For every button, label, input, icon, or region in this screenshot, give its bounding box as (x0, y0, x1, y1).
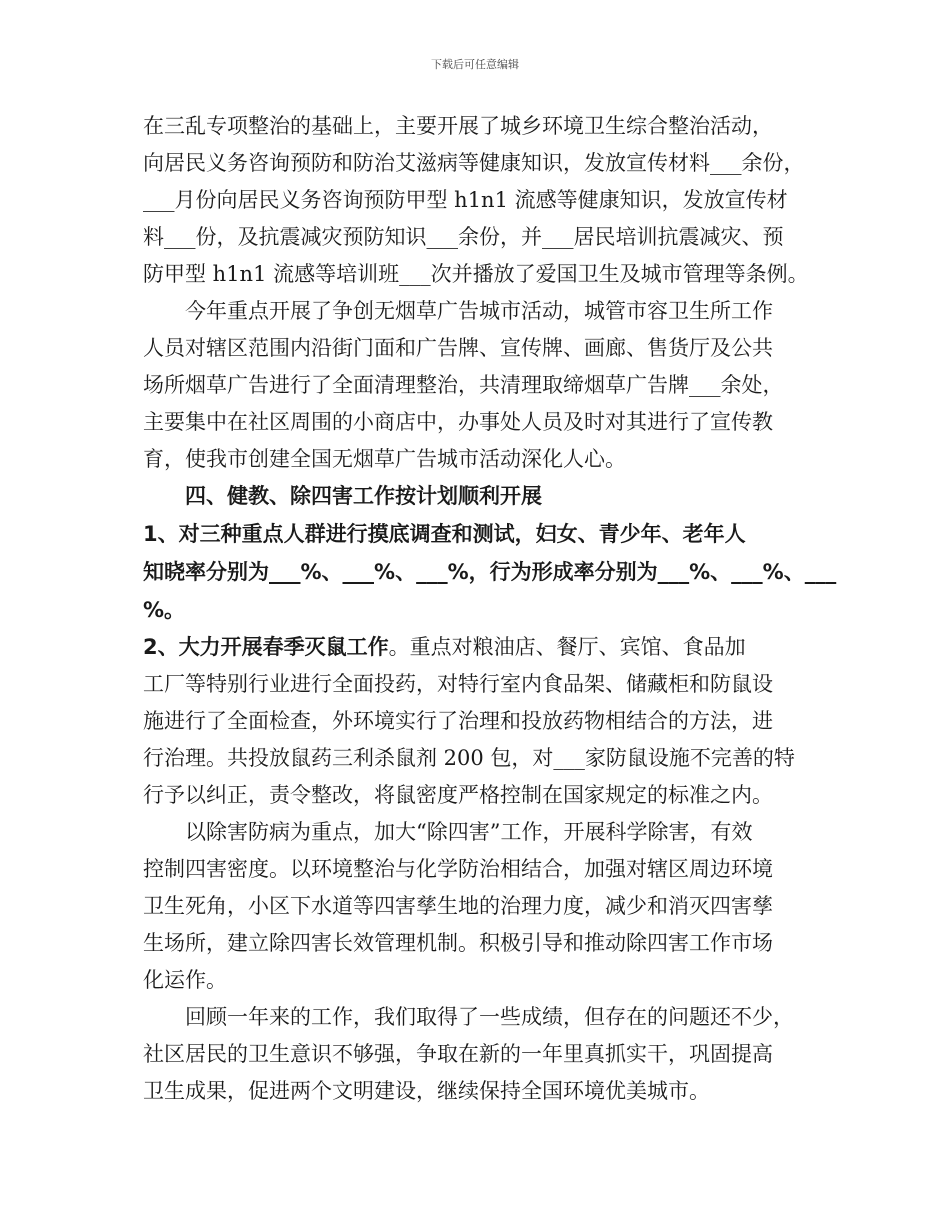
paragraph-4 (143, 999, 813, 1110)
document-body (143, 108, 837, 1110)
header-note: 下载后可任意编辑 (431, 58, 519, 71)
item-2-first-line: 。重点对粮油店、餐厅、宾馆、食品加 (388, 635, 746, 659)
text-line: 社区居民的卫生意识不够强，争取在新的一年里真抓实干，巩固提高 (143, 1042, 773, 1066)
paragraph-1 (143, 108, 813, 293)
section-heading: 四、健教、除四害工作按计划顺利开展 (185, 484, 542, 508)
text-line: 化运作。 (143, 968, 227, 992)
text-line: ___月份向居民义务咨询预防甲型 h1n1 流感等健康知识，发放宣传材 (143, 188, 788, 212)
text-line: 回顾一年来的工作，我们取得了一些成绩，但存在的问题还不少， (185, 1005, 794, 1029)
text-line: 料___份，及抗震减灾预防知识___余份，并___居民培训抗震减灾、预 (143, 225, 784, 249)
text-line: 向居民义务咨询预防和防治艾滋病等健康知识，发放宣传材料___余份， (143, 151, 805, 175)
text-line: 卫生成果，促进两个文明建设，继续保持全国环境优美城市。 (143, 1079, 710, 1103)
text-line: 知晓率分别为___%、___%、___%，行为形成率分别为___%、___%、___ (143, 560, 837, 584)
text-line: 施进行了全面检查，外环境实行了治理和投放药物相结合的方法，进 (143, 709, 773, 733)
paragraph-2 (143, 293, 813, 478)
text-line: 人员对辖区范围内沿街门面和广告牌、宣传牌、画廊、售货厅及公共 (143, 336, 773, 360)
text-line: 行治理。共投放鼠药三利杀鼠剂 200 包，对___家防鼠设施不完善的特 (143, 746, 795, 770)
text-line: 行予以纠正，责令整改，将鼠密度严格控制在国家规定的标准之内。 (143, 783, 773, 807)
text-line: 在三乱专项整治的基础上，主要开展了城乡环境卫生综合整治活动， (143, 114, 773, 138)
item-2-lead: 2、大力开展春季灭鼠工作 (143, 635, 389, 659)
text-line: %。 (143, 598, 186, 622)
text-line: 1、对三种重点人群进行摸底调查和测试，妇女、青少年、老年人 (143, 522, 746, 546)
text-line: 生场所，建立除四害长效管理机制。积极引导和推动除四害工作市场 (143, 931, 773, 955)
text-line: 今年重点开展了争创无烟草广告城市活动，城管市容卫生所工作 (185, 299, 773, 323)
text-line: 场所烟草广告进行了全面清理整治，共清理取缔烟草广告牌___余处， (143, 373, 784, 397)
paragraph-3 (143, 814, 813, 999)
text-line: 主要集中在社区周围的小商店中，办事处人员及时对其进行了宣传教 (143, 410, 773, 434)
item-1 (143, 515, 837, 629)
text-line: 控制四害密度。以环境整治与化学防治相结合，加强对辖区周边环境 (143, 857, 773, 881)
text-line: 以除害防病为重点，加大“除四害”工作，开展科学除害，有效 (185, 820, 753, 844)
text-line: 育，使我市创建全国无烟草广告城市活动深化人心。 (143, 447, 626, 471)
text-line: 防甲型 h1n1 流感等培训班___次并播放了爱国卫生及城市管理等条例。 (143, 262, 809, 286)
section-heading-4 (143, 478, 813, 515)
text-line: 卫生死角，小区下水道等四害孳生地的治理力度，减少和消灭四害孳 (143, 894, 773, 918)
text-line: 工厂等特别行业进行全面投药，对特行室内食品架、储藏柜和防鼠设 (143, 672, 773, 696)
item-2 (143, 629, 813, 814)
